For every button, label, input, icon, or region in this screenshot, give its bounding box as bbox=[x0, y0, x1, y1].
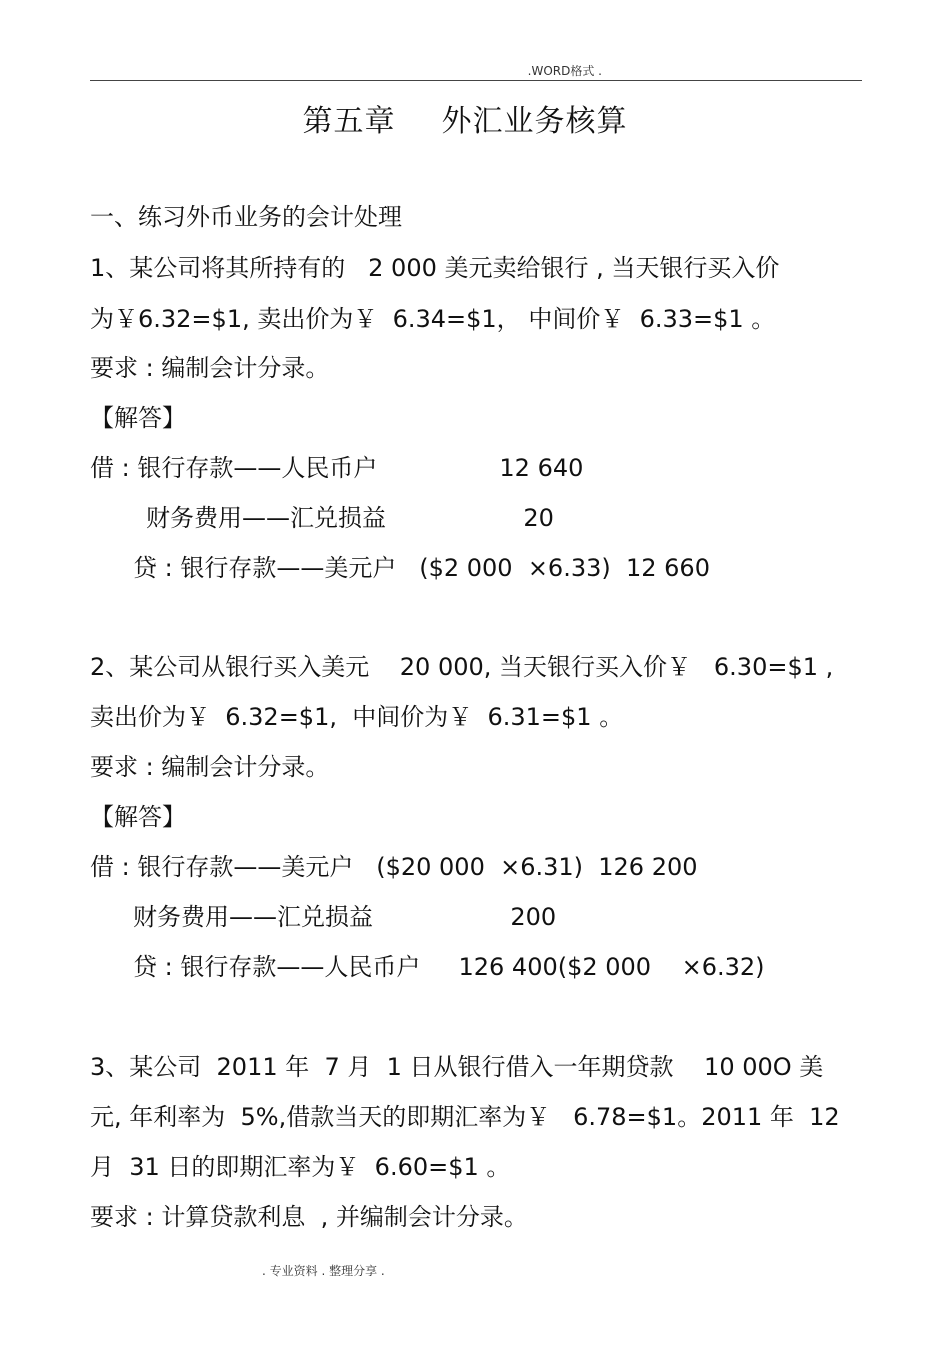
problem-2-line-1: 2、某公司从银行买入美元 20 000, 当天银行买入价￥ 6.30=$1 , bbox=[90, 653, 834, 681]
problem-2-credit: 贷 : 银行存款——人民币户 126 400($2 000 ×6.32) bbox=[133, 953, 765, 981]
header-rule bbox=[90, 80, 862, 81]
problem-1-line-1: 1、某公司将其所持有的 2 000 美元卖给银行 , 当天银行买入价 bbox=[90, 254, 780, 282]
problem-3-requirement: 要求 : 计算贷款利息 , 并编制会计分录。 bbox=[90, 1203, 528, 1231]
problem-2-requirement: 要求 : 编制会计分录。 bbox=[90, 753, 330, 781]
problem-1-credit: 贷 : 银行存款——美元户 ($2 000 ×6.33) 12 660 bbox=[133, 554, 710, 582]
chapter-title bbox=[0, 96, 930, 140]
section-heading: 一、练习外币业务的会计处理 bbox=[90, 203, 402, 231]
problem-2-line-2: 卖出价为￥ 6.32=$1, 中间价为￥ 6.31=$1 。 bbox=[90, 703, 624, 731]
page-header bbox=[0, 60, 950, 80]
problem-3-line-3: 月 31 日的即期汇率为￥ 6.60=$1 。 bbox=[90, 1153, 511, 1181]
problem-2-debit-2: 财务费用——汇兑损益 200 bbox=[133, 903, 557, 931]
problem-3-line-1: 3、某公司 2011 年 7 月 1 日从银行借入一年期贷款 10 00O 美 bbox=[90, 1053, 824, 1081]
problem-3-line-2: 元, 年利率为 5%,借款当天的即期汇率为￥ 6.78=$1。2011 年 12 bbox=[90, 1103, 840, 1131]
page-footer: . 专业资料 . 整理分享 . bbox=[262, 1264, 385, 1278]
header-text: .WORD格式 . bbox=[527, 64, 602, 78]
problem-2-answer-label: 【解答】 bbox=[90, 803, 186, 831]
problem-1-answer-label: 【解答】 bbox=[90, 404, 186, 432]
problem-1-debit-2: 财务费用——汇兑损益 20 bbox=[146, 504, 554, 532]
chapter-name: 外汇业务核算 bbox=[441, 104, 628, 139]
problem-2-debit-1: 借 : 银行存款——美元户 ($20 000 ×6.31) 126 200 bbox=[90, 853, 698, 881]
chapter-number: 第五章 bbox=[302, 104, 396, 139]
problem-1-requirement: 要求 : 编制会计分录。 bbox=[90, 354, 330, 382]
problem-1-line-2: 为￥6.32=$1, 卖出价为￥ 6.34=$1， 中间价￥ 6.33=$1 。 bbox=[90, 305, 776, 333]
problem-1-debit-1: 借 : 银行存款——人民币户 12 640 bbox=[90, 454, 584, 482]
